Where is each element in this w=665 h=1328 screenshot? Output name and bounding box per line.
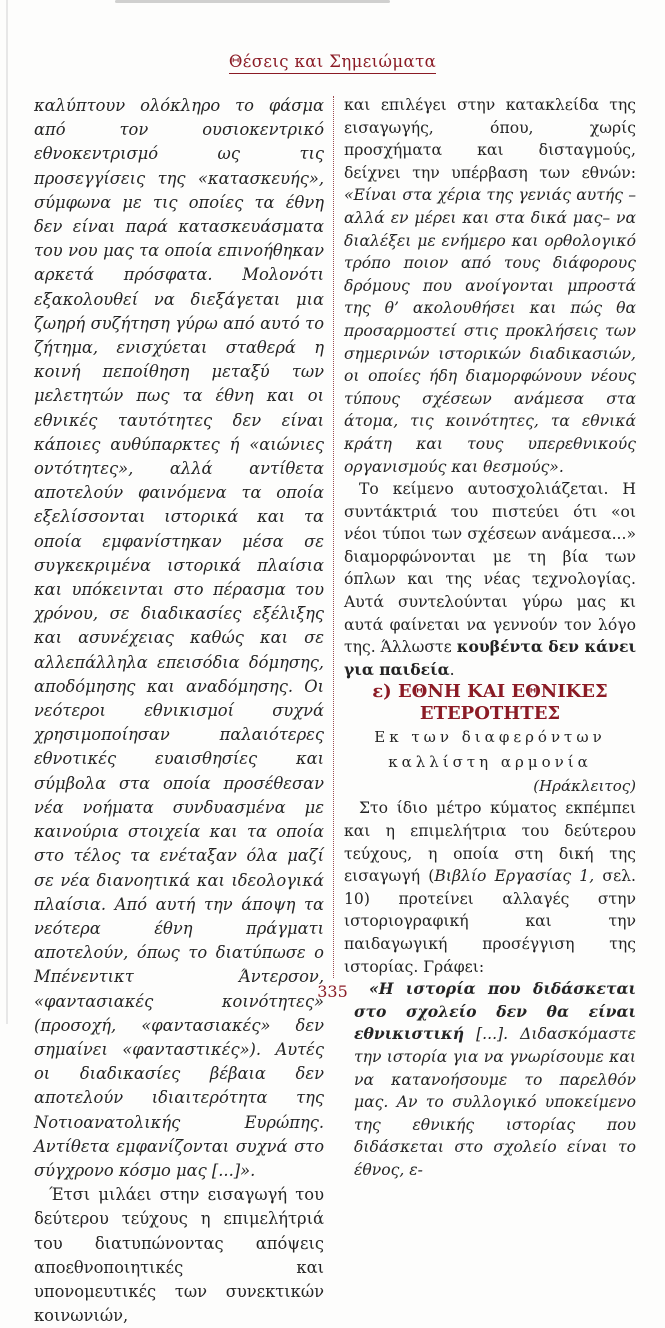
page-header [0, 52, 665, 71]
running-header-title: Θέσεις και Σημειώματα [229, 52, 436, 74]
text-segment: Στο ίδιο μέτρο κύματος εκπέμπει και η επιμελήτρια του δεύτερου τεύχους, η οποία στη δική της εισαγωγή ( [344, 799, 636, 886]
paragraph [34, 1183, 324, 1328]
text-column-left [34, 94, 324, 1328]
paragraph [344, 94, 636, 478]
text-segment: καλύπτουν ολόκληρο το φάσμα από τον ουσιοκεντρικό εθνοκεντρισμό ως τις προσεγγίσεις της «κατασκευής», σύμφωνα με τις οποίες τα έθνη δεν είναι παρά κατασκευάσματα του νου μας τα οποία επινοήθηκαν αρκετά πρόσφατα. Μολονότι εξακολουθεί να διεξάγεται μια ζωηρή συζήτηση γύρω από αυτό το ζήτημα, ενισχύεται σταθερά η κοινή πεποίθηση μεταξύ των μελετητών πως τα έθνη και οι εθνικές ταυτότητες δεν είναι κάποιες αυθύπαρκτες ή «αιώνιες οντότητες», αλλά αντίθετα αποτελούν φαινόμενα τα οποία εξελίσσονται ιστορικά και τα οποία εμφανίστηκαν μέσα σε συγκεκριμένα ιστορικά πλαίσια και υπόκεινται στο πέρασμα του χρόνου, σε διαδικασίες εξέλιξης και ασυνέχειας καθώς και σε αλλεπάλληλα επεισόδια δόμησης, αποδόμησης και αναδόμησης. Οι νεότεροι εθνικισμοί συχνά χρησιμοποίησαν παλαιότερες εθνοτικές ευαισθησίες και σύμβολα στα οποία προσέθεσαν νέα νοήματα συνδυασμένα με καινούρια στοιχεία και τα οποία στο τέλος τα ενέταξαν όλα μαζί σε νέα διανοητικά και ιδεολογικά πλαίσια. Από αυτή την άποψη τα νεότερα έθνη πράγματι αποτελούν, όπως το διατύπωσε ο Μπένεντικτ Άντερσον, «φαντασιακές κοινότητες» (προσοχή, «φαντασιακές» δεν σημαίνει «φανταστικές»). Αυτές οι διαδικασίες βέβαια δεν αποτελούν ιδιαιτερότητα της Νοτιοανατολικής Ευρώπης. Αντίθετα εμφανίζονται συχνά στο σύγχρονο κόσμο μας [...]». [34, 96, 324, 1180]
page-number: 335 [317, 982, 348, 1001]
text-segment: Βιβλίο Εργασίας 1, [434, 867, 595, 886]
scan-edge-top [115, 0, 390, 3]
text-segment: σελ. 10) προτείνει αλλαγές στην ιστοριογραφική και την παιδαγωγική προσέγγιση της ιστορίας. Γράφει: [344, 867, 636, 976]
paragraph [344, 797, 636, 978]
epigraph-attribution: (Ηράκλειτος) [533, 777, 636, 796]
paragraph [34, 94, 324, 1183]
scan-edge-left [6, 0, 8, 1024]
paragraph [344, 478, 636, 681]
text-segment: «Η ιστορία που διδάσκεται στο σχολείο δεν θα είναι εθνικιστική [354, 979, 636, 1044]
text-segment: κουβέντα δεν κάνει για παιδεία [344, 637, 636, 679]
text-segment: Έτσι μιλάει στην εισαγωγή του δεύτερου τεύχους η επιμελήτριά του διατυπώνοντας απόψεις αποεθνοποιητικές και υπονομευτικές των συνεκτικών κοινωνιών, [34, 1185, 324, 1326]
text-segment: . [449, 660, 455, 679]
section-heading: ε) ΕΘΝΗ ΚΑΙ ΕΘΝΙΚΕΣ ΕΤΕΡΟΤΗΤΕΣ [372, 681, 608, 725]
column-divider [333, 96, 334, 978]
text-segment: [...]. Διδασκόμαστε την ιστορία για να γνωρίσουμε και να κατανοήσουμε το παρελθόν μας. Αν το συλλογικό υποκείμενο της εθνικής ιστορίας που διδάσκεται στο σχολείο είναι το έθνος, ε- [354, 1025, 636, 1179]
text-segment: και επιλέγει στην κατακλείδα της εισαγωγής, όπου, χωρίς προσχήματα και δισταγμούς, δείχνει την υπέρβαση των εθνών: [344, 96, 636, 182]
text-segment: «Είναι στα χέρια της γενιάς αυτής –αλλά εν μέρει και στα δικά μας– να διαλέξει με ενήμερο και ορθολογικό τρόπο ποιον από τους διάφορους δρόμους που ανοίγονται μπροστά της θ’ ακολουθήσει και πώς θα προσαρμοστεί στις προκλήσεις των σημερινών ιστορικών διαδικασιών, οι οποίες ήδη διαμορφώνουν νέους τύπους σχέσεων ανάμεσα στα άτομα, τις κοινότητες, τα εθνικά κράτη και τους υπερεθνικούς οργανισμούς και θεσμούς». [344, 186, 636, 476]
text-column-right [344, 94, 636, 1182]
paragraph [344, 978, 636, 1181]
page-footer [0, 982, 665, 1001]
epigraph-quote: Εκ των διαφερόντων καλλίστη αρμονία [374, 728, 606, 772]
text-segment: Το κείμενο αυτοσχολιάζεται. Η συντάκτριά του πιστεύει ότι «οι νέοι τύποι των σχέσεων ανάμεσα...» διαμορφώνονται με τη βία των όπλων και της νέας τεχνολογίας. Αυτά συντελούνται γύρω μας κι αυτά φαίνεται να γεννούν τον λόγο της. Άλλωστε [344, 480, 636, 657]
